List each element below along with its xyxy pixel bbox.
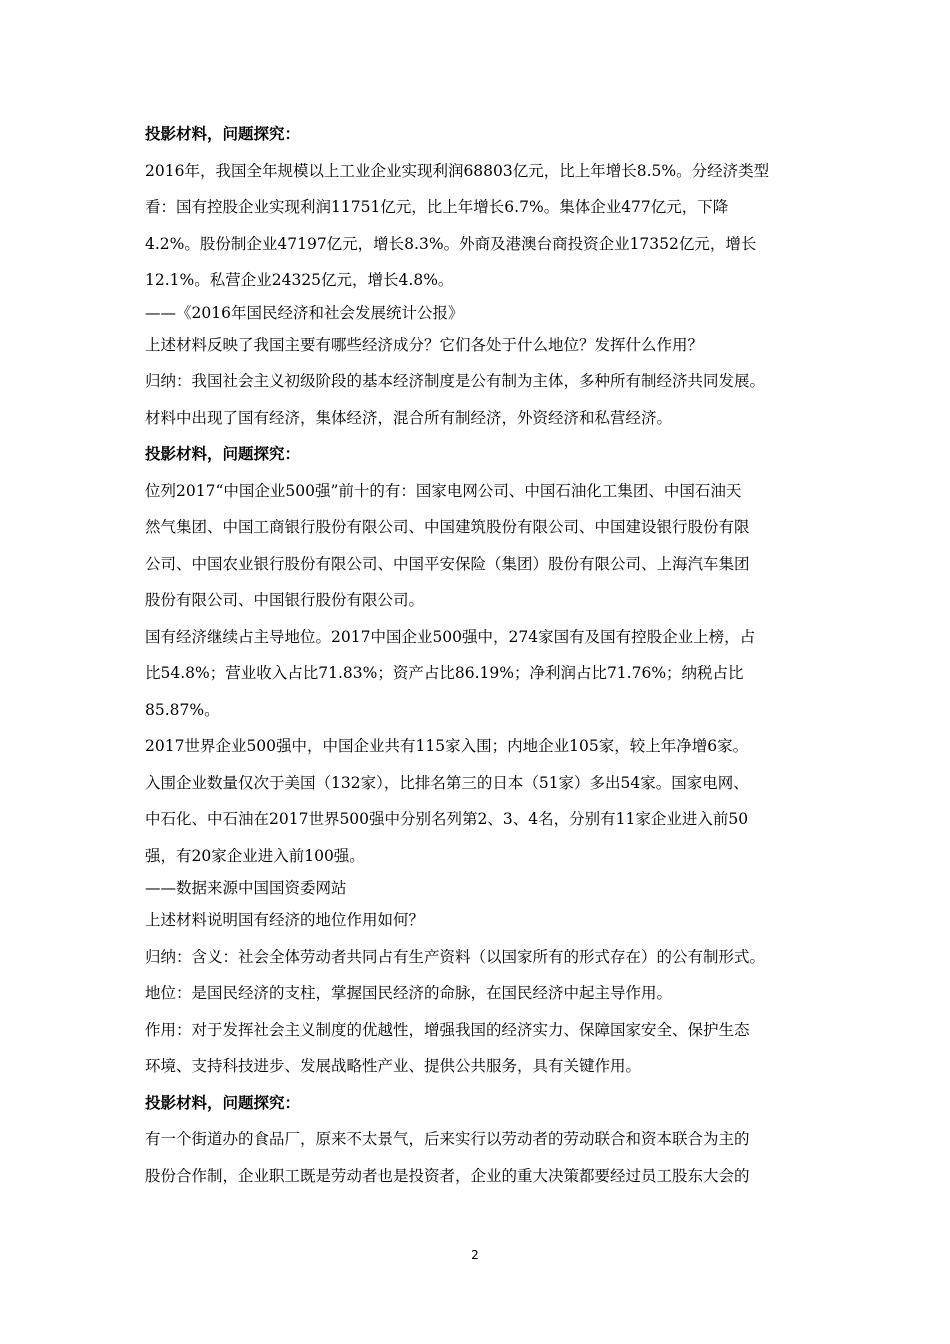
text-line: 12.1%。私营企业24325亿元，增长4.8%。 <box>145 271 454 289</box>
text-line: 强，有20家企业进入前100强。 <box>145 846 365 865</box>
text-line: 2016年，我国全年规模以上工业企业实现利润68803亿元，比上年增长8.5%。分经济类型 <box>145 161 770 180</box>
text-line: 看：国有控股企业实现利润11751亿元，比上年增长6.7%。集体企业477亿元，下降 <box>145 198 729 216</box>
text-line: 环境、支持科技进步、发展战略性产业、提供公共服务，具有关键作用。 <box>145 1057 642 1075</box>
text-line: 归纳：含义：社会全体劳动者共同占有生产资料（以国家所有的形式存在）的公有制形式。 <box>145 947 766 966</box>
source-citation: ——《2016年国民经济和社会发展统计公报》 <box>145 303 464 322</box>
page-number: 2 <box>471 1248 479 1262</box>
text-line: 位列2017“中国企业500强”前十的有：国家电网公司、中国石油化工集团、中国石油天 <box>145 481 742 500</box>
text-line: 有一个街道办的食品厂，原来不太景气，后来实行以劳动者的劳动联合和资本联合为主的 <box>145 1130 750 1148</box>
section-heading: 投影材料，问题探究： <box>145 124 301 143</box>
section-heading: 投影材料，问题探究： <box>145 1092 301 1112</box>
source-citation: ——数据来源中国国资委网站 <box>145 879 347 897</box>
section-heading: 投影材料，问题探究： <box>145 444 301 463</box>
document-body <box>145 116 815 1194</box>
text-line: 国有经济继续占主导地位。2017中国企业500强中，274家国有及国有控股企业上榜，占 <box>145 627 756 646</box>
text-line: 股份有限公司、中国银行股份有限公司。 <box>145 591 425 609</box>
text-line: 比54.8%；营业收入占比71.83%；资产占比86.19%；净利润占比71.76%；纳税占比 <box>145 664 744 682</box>
text-line: 85.87%。 <box>145 700 220 719</box>
text-line: 归纳：我国社会主义初级阶段的基本经济制度是公有制为主体，多种所有制经济共同发展。 <box>145 372 766 390</box>
text-line: 上述材料反映了我国主要有哪些经济成分？它们各处于什么地位？发挥什么作用？ <box>145 335 704 354</box>
text-line: 公司、中国农业银行股份有限公司、中国平安保险（集团）股份有限公司、上海汽车集团 <box>145 554 750 573</box>
text-line: 作用：对于发挥社会主义制度的优越性，增强我国的经济实力、保障国家安全、保护生态 <box>145 1020 750 1039</box>
text-line: 地位：是国民经济的支柱，掌握国民经济的命脉，在国民经济中起主导作用。 <box>145 984 673 1002</box>
text-line: 材料中出现了国有经济，集体经济，混合所有制经济，外资经济和私营经济。 <box>145 408 673 427</box>
text-line: 然气集团、中国工商银行股份有限公司、中国建筑股份有限公司、中国建设银行股份有限 <box>145 518 750 536</box>
text-line: 入围企业数量仅次于美国（132家），比排名第三的日本（51家）多出54家。国家电网、 <box>145 773 749 792</box>
text-line: 股份合作制，企业职工既是劳动者也是投资者，企业的重大决策都要经过员工股东大会的 <box>145 1166 750 1185</box>
text-line: 2017世界企业500强中，中国企业共有115家入围；内地企业105家，较上年净增6家。 <box>145 737 749 755</box>
text-line: 4.2%。股份制企业47197亿元，增长8.3%。外商及港澳台商投资企业17352亿元，增长 <box>145 234 757 253</box>
text-line: 中石化、中石油在2017世界500强中分别名列第2、3、4名，分别有11家企业进入前50 <box>145 810 749 828</box>
text-line: 上述材料说明国有经济的地位作用如何？ <box>145 911 425 929</box>
